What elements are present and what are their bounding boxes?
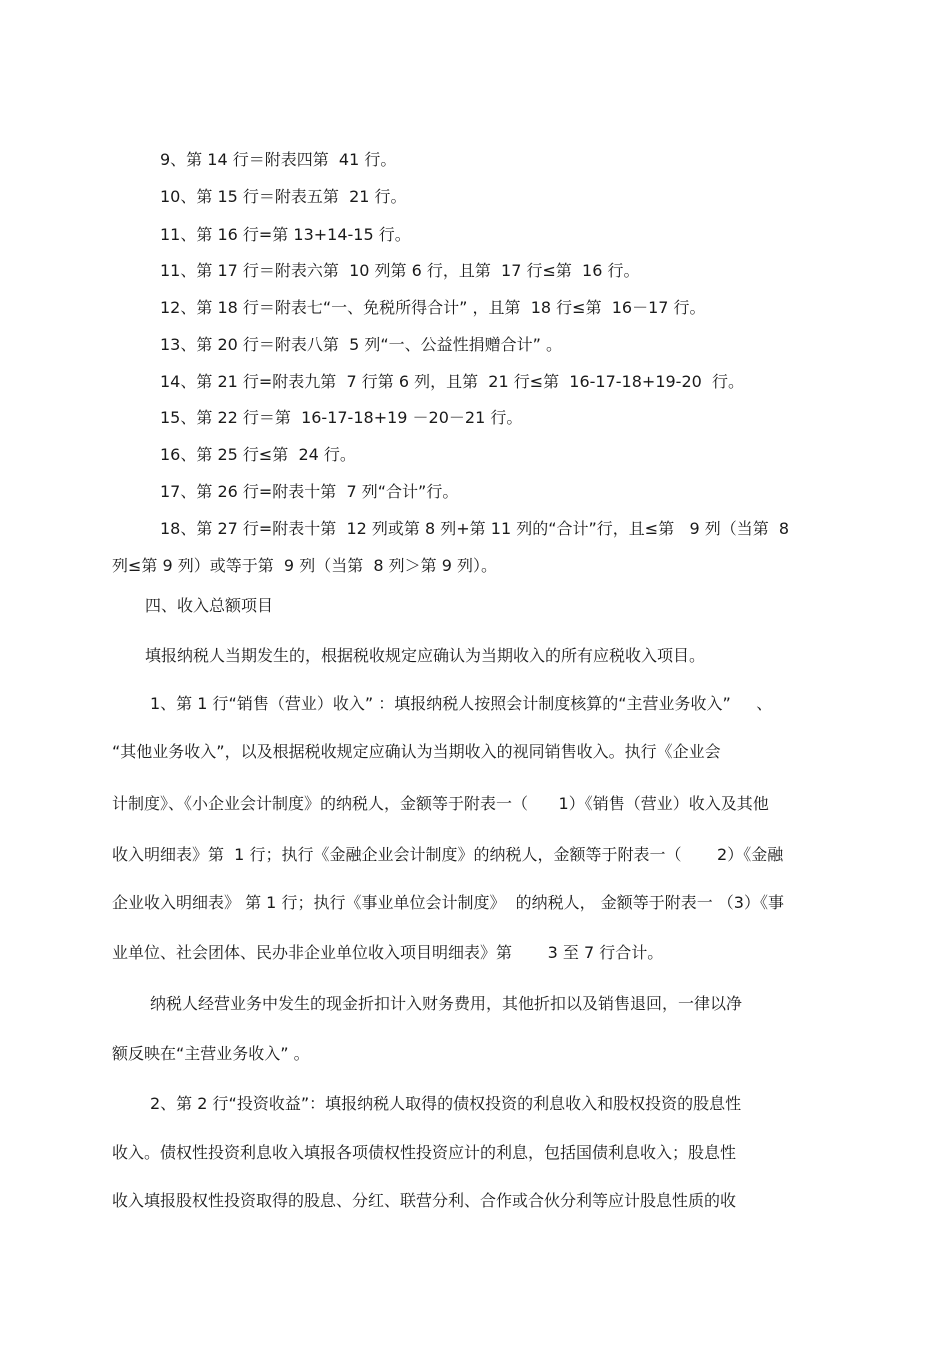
text-line: 收入明细表》第 1 行；执行《金融企业会计制度》的纳税人，金额等于附表一（ 2）《金融: [112, 845, 784, 864]
text-line: 15、第 22 行＝第 16-17-18+19 －20－21 行。: [160, 408, 523, 427]
text-line: 计制度》、《小企业会计制度》的纳税人，金额等于附表一（ 1）《销售（营业）收入及其他: [112, 794, 769, 813]
text-line: 18、第 27 行=附表十第 12 列或第 8 列+第 11 列的“合计”行，且≤第 9 列（当第 8: [160, 519, 790, 538]
text-line: 16、第 25 行≤第 24 行。: [160, 445, 356, 464]
text-line: 12、第 18 行＝附表七“一、免税所得合计” ，且第 18 行≤第 16－17 行。: [160, 298, 706, 317]
text-line: 11、第 17 行＝附表六第 10 列第 6 行，且第 17 行≤第 16 行。: [160, 261, 640, 280]
text-line: “其他业务收入”，以及根据税收规定应确认为当期收入的视同销售收入。执行《企业会: [112, 742, 721, 761]
section-heading: 四、收入总额项目: [145, 596, 274, 615]
text-line: 填报纳税人当期发生的，根据税收规定应确认为当期收入的所有应税收入项目。: [145, 646, 706, 665]
text-line: 额反映在“主营业务收入” 。: [112, 1044, 310, 1063]
text-line: 1、第 1 行“销售（营业）收入” ：填报纳税人按照会计制度核算的“主营业务收入” 、: [150, 694, 773, 713]
text-line: 纳税人经营业务中发生的现金折扣计入财务费用，其他折扣以及销售退回，一律以净: [150, 994, 743, 1013]
text-line: 14、第 21 行=附表九第 7 行第 6 列，且第 21 行≤第 16-17-18+19-20 行。: [160, 372, 744, 391]
text-line: 13、第 20 行＝附表八第 5 列“一、公益性捐赠合计” 。: [160, 335, 562, 354]
text-line: 11、第 16 行=第 13+14-15 行。: [160, 225, 411, 244]
text-line: 企业收入明细表》 第 1 行；执行《事业单位会计制度》 的纳税人， 金额等于附表一 （3）《事: [112, 893, 784, 912]
text-line: 收入。债权性投资利息收入填报各项债权性投资应计的利息，包括国债利息收入；股息性: [112, 1143, 737, 1162]
text-line: 收入填报股权性投资取得的股息、分红、联营分利、合作或合伙分利等应计股息性质的收: [112, 1191, 737, 1210]
text-line: 2、第 2 行“投资收益”：填报纳税人取得的债权投资的利息收入和股权投资的股息性: [150, 1094, 742, 1113]
text-line: 17、第 26 行=附表十第 7 列“合计”行。: [160, 482, 459, 501]
text-line: 10、第 15 行＝附表五第 21 行。: [160, 187, 407, 206]
text-line: 列≤第 9 列）或等于第 9 列（当第 8 列＞第 9 列）。: [112, 556, 497, 575]
text-line: 业单位、社会团体、民办非企业单位收入项目明细表》第 3 至 7 行合计。: [112, 943, 664, 962]
text-line: 9、第 14 行＝附表四第 41 行。: [160, 150, 397, 169]
